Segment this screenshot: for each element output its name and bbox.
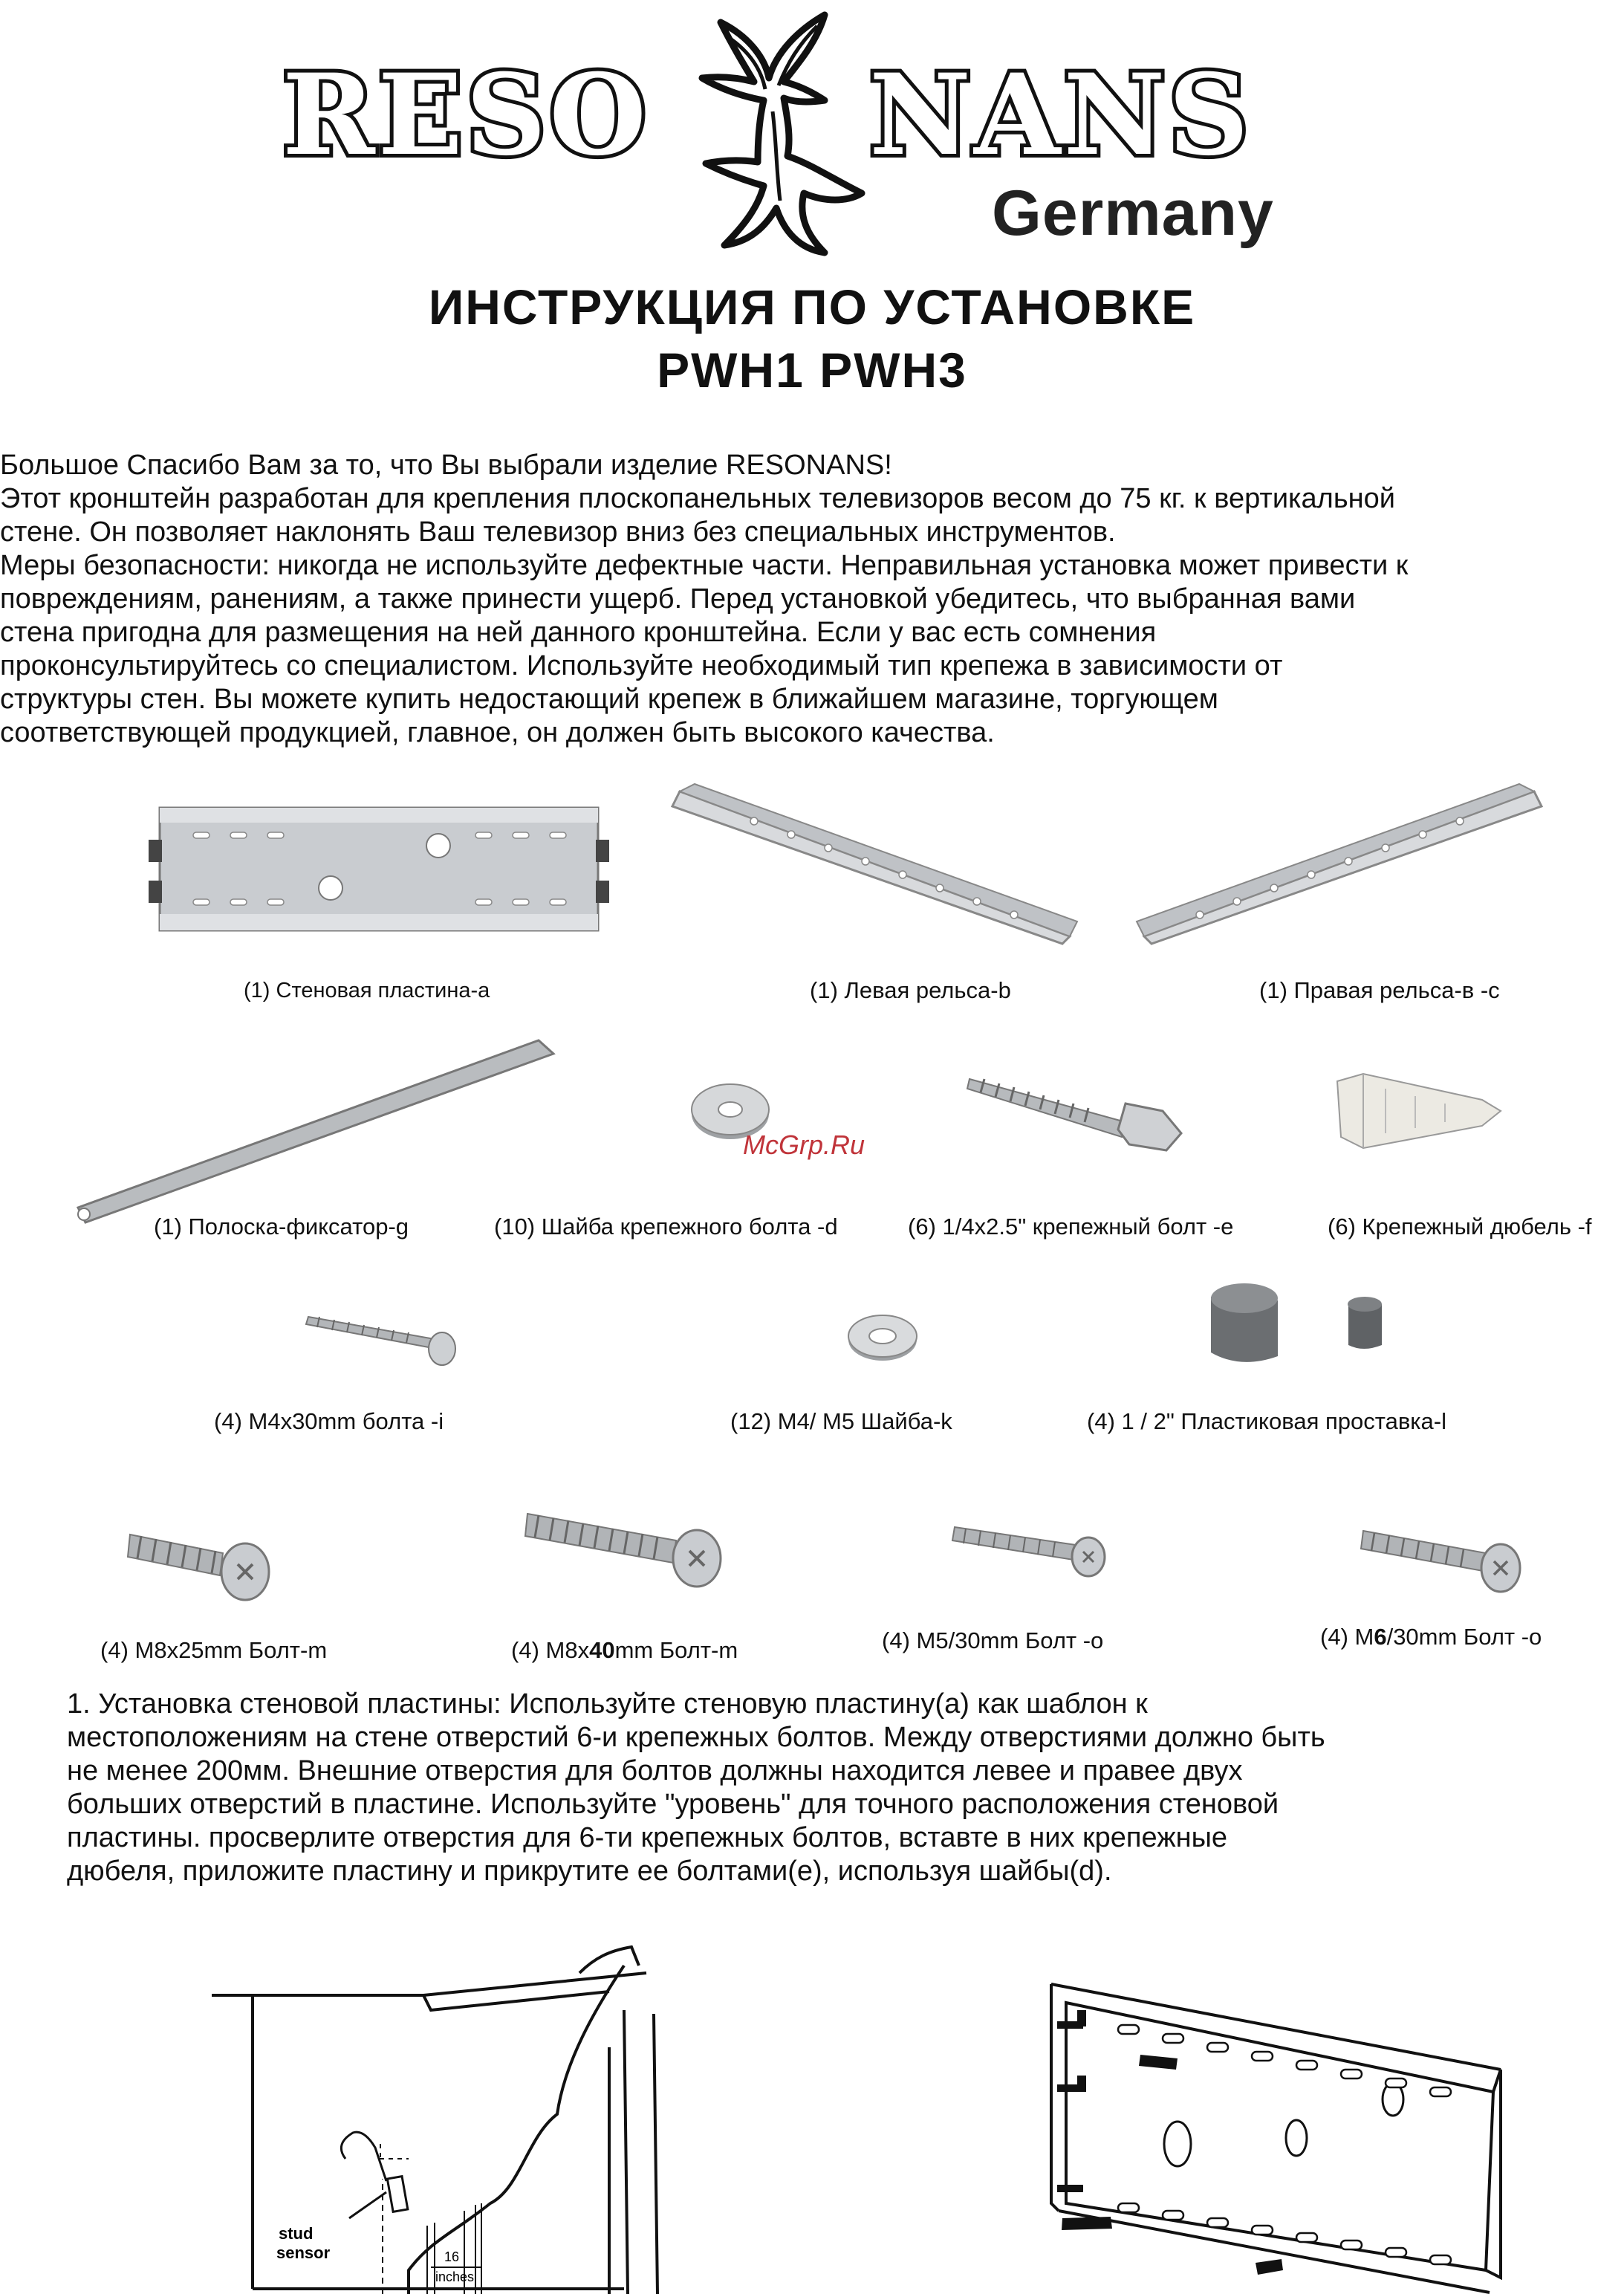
caption-right-rail: (1) Правая рельса-в -c xyxy=(1259,977,1500,1003)
intro-line: проконсультируйтесь со специалистом. Используйте необходимый тип крепежа в зависимости от xyxy=(0,650,1283,681)
anchor-image xyxy=(1334,1070,1512,1159)
document-title: ИНСТРУКЦИЯ ПО УСТАНОВКЕ xyxy=(428,279,1196,334)
logo-text-right: NANS xyxy=(869,50,1252,181)
caption-spacer: (4) 1 / 2" Пластиковая проставка-l xyxy=(1087,1408,1446,1434)
left-rail-image xyxy=(665,784,1081,944)
caption-wall-plate: (1) Стеновая пластина-a xyxy=(244,979,490,1002)
lag-bolt-image xyxy=(966,1063,1189,1152)
intro-line: стена пригодна для размещения на ней данного кронштейна. Если у вас есть сомнения xyxy=(0,617,1157,648)
spacer-image xyxy=(1207,1282,1400,1371)
watermark: McGrp.Ru xyxy=(743,1130,865,1160)
caption-m8-40-suffix: mm Болт-m xyxy=(614,1637,738,1663)
dancer-logo-icon xyxy=(639,7,906,260)
plate-mount-diagram xyxy=(1044,1980,1504,2294)
sixteen-label: 16 xyxy=(444,2249,460,2264)
intro-line: стене. Он позволяет наклонять Ваш телевизор вниз без специальных инструментов. xyxy=(0,516,1116,548)
document-model: PWH1 PWH3 xyxy=(657,343,967,398)
intro-line: повреждениям, ранениям, а также принести ущерб. Перед установкой убедитесь, что выбранная вами xyxy=(0,583,1356,615)
fixing-strip-image xyxy=(71,1033,561,1226)
step1-line: местоположениям на стене отверстий 6-и крепежных болтов. Между отверстиями должно быть xyxy=(67,1722,1325,1753)
step1-line: не менее 200мм. Внешние отверстия для болтов должны находится левее и правее двух xyxy=(67,1755,1243,1786)
intro-line: Большое Спасибо Вам за то, что Вы выбрали изделие RESONANS! xyxy=(0,450,892,481)
m6-30-bolt-image xyxy=(1360,1523,1523,1598)
caption-m8-40-length: 40 xyxy=(589,1637,615,1663)
step1-line: дюбеля, приложите пластину и прикрутите ее болтами(e), используя шайбы(d). xyxy=(67,1856,1112,1887)
caption-m8-40-bolt xyxy=(511,1637,738,1664)
washer-k-image xyxy=(845,1312,920,1364)
logo-text-left: RESO xyxy=(282,50,649,181)
m8-25-bolt-image xyxy=(126,1523,275,1605)
wall-plate-image xyxy=(149,799,609,940)
caption-anchor: (6) Крепежный дюбель -f xyxy=(1328,1214,1592,1240)
intro-line: Этот кронштейн разработан для крепления плоскопанельных телевизоров весом до 75 кг. к вертикальной xyxy=(0,483,1395,514)
caption-m6-30-part: (4) M xyxy=(1320,1624,1374,1650)
intro-line: структуры стен. Вы можете купить недостающий крепеж в ближайшем магазине, торгующем xyxy=(0,684,1218,715)
caption-m8-25-bolt: (4) M8x25mm Болт-m xyxy=(100,1637,328,1663)
logo-subtitle: Germany xyxy=(992,178,1274,249)
caption-m6-30-size: 6 xyxy=(1374,1624,1387,1650)
right-rail-image xyxy=(1133,784,1549,944)
step1-line: больших отверстий в пластине. Используйте "уровень" для точного расположения стеновой xyxy=(67,1789,1279,1820)
sensor-label: sensor xyxy=(276,2243,331,2262)
caption-m5-30-bolt: (4) M5/30mm Болт -o xyxy=(882,1627,1104,1653)
caption-m4-bolt: (4) M4x30mm болта -i xyxy=(214,1408,444,1434)
step1-line: пластины. просверлите отверстия для 6-ти крепежных болтов, вставте в них крепежные xyxy=(67,1822,1228,1853)
m5-30-bolt-image xyxy=(951,1520,1107,1579)
caption-m6-30-bolt xyxy=(1320,1624,1542,1650)
m4-bolt-image xyxy=(305,1308,461,1367)
caption-m8-40-part: (4) M8x xyxy=(511,1637,590,1663)
caption-washer-d: (10) Шайба крепежного болта -d xyxy=(494,1214,838,1240)
caption-left-rail: (1) Левая рельса-b xyxy=(810,977,1011,1003)
step1-text xyxy=(67,1688,1545,1888)
caption-washer-k: (12) M4/ M5 Шайба-k xyxy=(730,1408,952,1434)
stud-sensor-diagram xyxy=(208,1943,713,2294)
intro-line: соответствующей продукцией, главное, он должен быть высокого качества. xyxy=(0,717,995,748)
stud-label: stud xyxy=(279,2224,314,2243)
caption-m6-30-suffix: /30mm Болт -o xyxy=(1386,1624,1542,1650)
intro-text xyxy=(0,449,1624,750)
caption-strip: (1) Полоска-фиксатор-g xyxy=(154,1214,409,1240)
step1-line: 1. Установка стеновой пластины: Используйте стеновую пластину(a) как шаблон к xyxy=(67,1688,1148,1720)
intro-line: Меры безопасности: никогда не используйте дефектные части. Неправильная установка может привести к xyxy=(0,550,1409,581)
inches-label: inches xyxy=(435,2269,475,2284)
brand-logo xyxy=(282,7,1285,260)
m8-40-bolt-image xyxy=(524,1505,724,1594)
caption-lag-bolt: (6) 1/4x2.5" крепежный болт -e xyxy=(908,1214,1234,1240)
